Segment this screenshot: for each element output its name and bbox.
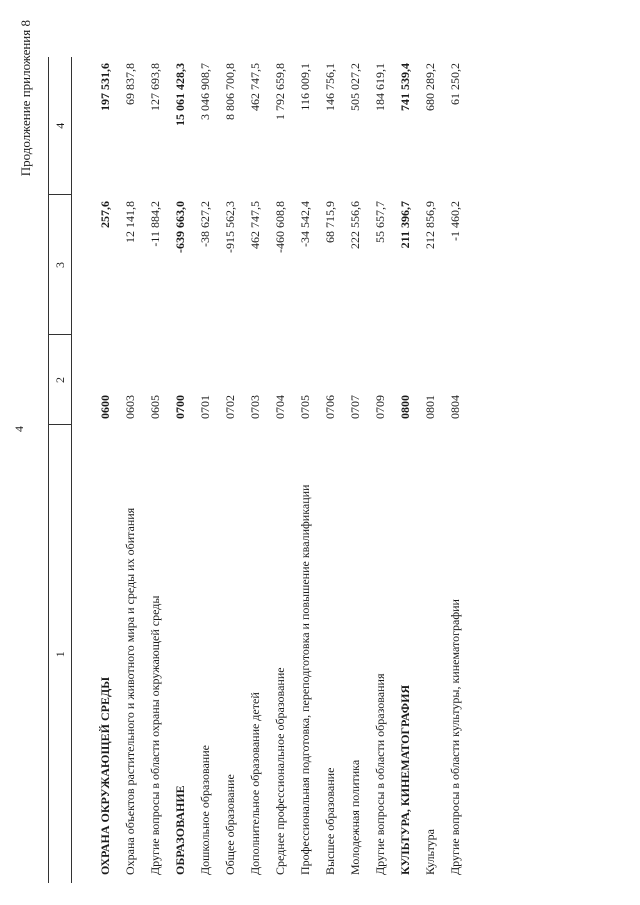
row-code: 0704	[273, 395, 287, 419]
row-name: Другие вопросы в области образования	[373, 673, 387, 875]
row-code: 0800	[398, 395, 412, 419]
row-total: 116 009,1	[298, 63, 312, 111]
row-change: 462 747,5	[248, 201, 262, 249]
row-change: -11 884,2	[148, 201, 162, 247]
row-total: 505 027,2	[348, 63, 362, 111]
row-name: Дошкольное образование	[198, 745, 212, 875]
row-change: -34 542,4	[298, 201, 312, 247]
table-row	[117, 57, 142, 883]
row-change: -460 608,8	[273, 201, 287, 253]
header-col-4: 4	[49, 57, 72, 195]
row-change: 222 556,6	[348, 201, 362, 249]
row-name: Охрана объектов растительного и животного мира и среды их обитания	[123, 507, 137, 875]
row-code: 0702	[223, 395, 237, 419]
table-row	[317, 57, 342, 883]
header-col-1: 1	[49, 425, 72, 883]
row-code: 0600	[98, 395, 112, 419]
row-name: Профессиональная подготовка, переподготовка и повышение квалификации	[298, 484, 312, 875]
row-total: 3 046 908,7	[198, 63, 212, 120]
row-total: 15 061 428,3	[173, 63, 187, 126]
row-code: 0605	[148, 395, 162, 419]
row-change: 211 396,7	[398, 201, 412, 249]
table-row	[217, 57, 242, 883]
row-code: 0701	[198, 395, 212, 419]
table-row	[392, 57, 417, 883]
row-total: 462 747,5	[248, 63, 262, 111]
row-change: 68 715,9	[323, 201, 337, 243]
row-code: 0709	[373, 395, 387, 419]
row-change: 12 141,8	[123, 201, 137, 243]
table-row	[142, 57, 167, 883]
table-row	[242, 57, 267, 883]
row-name: Другие вопросы в области охраны окружающей среды	[148, 595, 162, 875]
row-code: 0603	[123, 395, 137, 419]
row-change: 212 856,9	[423, 201, 437, 249]
table-row	[367, 57, 392, 883]
table-row	[72, 57, 118, 883]
row-code: 0707	[348, 395, 362, 419]
row-total: 741 539,4	[398, 63, 412, 111]
row-total: 680 289,2	[423, 63, 437, 111]
row-code: 0801	[423, 395, 437, 419]
row-name: КУЛЬТУРА, КИНЕМАТОГРАФИЯ	[398, 684, 412, 875]
row-name: Культура	[423, 829, 437, 875]
row-change: -915 562,3	[223, 201, 237, 253]
row-code: 0706	[323, 395, 337, 419]
header-col-2: 2	[49, 335, 72, 425]
header-row	[49, 57, 72, 883]
row-total: 146 756,1	[323, 63, 337, 111]
row-code: 0700	[173, 395, 187, 419]
row-total: 8 806 700,8	[223, 63, 237, 120]
row-name: Высшее образование	[323, 767, 337, 875]
row-change: 55 657,7	[373, 201, 387, 243]
row-code: 0705	[298, 395, 312, 419]
table-row	[167, 57, 192, 883]
table-row	[267, 57, 292, 883]
budget-table	[48, 57, 467, 883]
row-name: Дополнительное образование детей	[248, 692, 262, 875]
row-name: ОХРАНА ОКРУЖАЮЩЕЙ СРЕДЫ	[98, 677, 112, 875]
row-name: ОБРАЗОВАНИЕ	[173, 785, 187, 875]
row-name: Общее образование	[223, 774, 237, 875]
row-total: 61 250,2	[448, 63, 462, 105]
appendix-caption: Продолжение приложения 8	[18, 20, 33, 177]
row-name: Среднее профессиональное образование	[273, 667, 287, 875]
row-code: 0703	[248, 395, 262, 419]
table-row	[342, 57, 367, 883]
row-change: 257,6	[98, 201, 112, 228]
row-change: -1 460,2	[448, 201, 462, 241]
table-row	[192, 57, 217, 883]
row-change: -639 663,0	[173, 201, 187, 253]
row-name: Другие вопросы в области культуры, кинематографии	[448, 599, 462, 875]
row-total: 69 837,8	[123, 63, 137, 105]
row-total: 197 531,6	[98, 63, 112, 111]
table-row	[442, 57, 467, 883]
page-number: 4	[12, 426, 26, 432]
row-code: 0804	[448, 395, 462, 419]
table-row	[292, 57, 317, 883]
header-col-3: 3	[49, 195, 72, 335]
row-total: 127 693,8	[148, 63, 162, 111]
row-total: 184 619,1	[373, 63, 387, 111]
table-row	[417, 57, 442, 883]
row-name: Молодежная политика	[348, 759, 362, 875]
row-change: -38 627,2	[198, 201, 212, 247]
row-total: 1 792 659,8	[273, 63, 287, 120]
